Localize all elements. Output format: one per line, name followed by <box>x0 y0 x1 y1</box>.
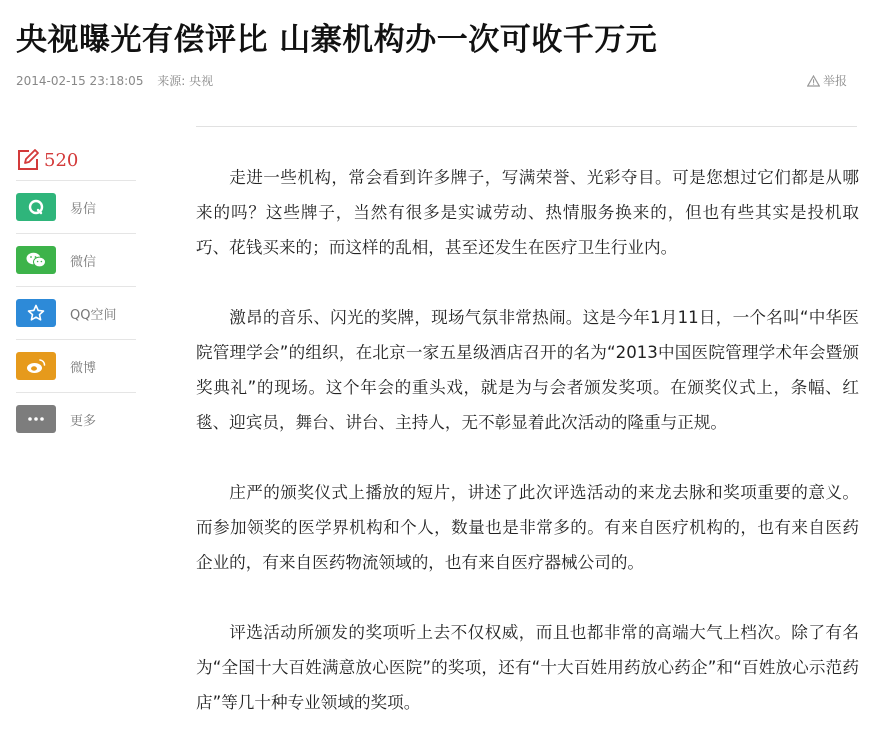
share-wechat-label: 微信 <box>70 254 97 270</box>
more-icon <box>16 405 56 433</box>
article-body <box>196 160 859 755</box>
article-title: 央视曝光有偿评比 山寨机构办一次可收千万元 <box>16 22 658 58</box>
header-divider <box>196 126 857 127</box>
wechat-icon <box>16 246 56 274</box>
article-paragraph: 庄严的颁奖仪式上播放的短片，讲述了此次评选活动的来龙去脉和奖项重要的意义。而参加领奖的医学界机构和个人，数量也是非常多的。有来自医疗机构的，也有来自医药企业的，有来自医药物流领域的，也有来自医疗器械公司的。 <box>196 483 859 572</box>
article-paragraph: 走进一些机构，常会看到许多牌子，写满荣誉、光彩夺目。可是您想过它们都是从哪来的吗？这些牌子，当然有很多是实诚劳动、热情服务换来的，但也有些其实是投机取巧、花钱买来的；而这样的乱相，甚至还发生在医疗卫生行业内。 <box>196 168 859 257</box>
publish-datetime: 2014-02-15 23:18:05 <box>16 74 144 88</box>
comment-edit-icon <box>16 148 40 172</box>
share-yixin-label: 易信 <box>70 201 97 217</box>
comment-count-link[interactable] <box>16 140 136 181</box>
share-weibo-label: 微博 <box>70 360 97 376</box>
article-paragraph: 激昂的音乐、闪光的奖牌，现场气氛非常热闹。这是今年1月11日，一个名叫“中华医院管理学会”的组织，在北京一家五星级酒店召开的名为“2013中国医院管理学术年会暨颁奖典礼”的现场。这个年会的重头戏，就是为与会者颁发奖项。在颁奖仪式上，条幅、红毯、迎宾员，舞台、讲台、主持人，无不彰显着此次活动的隆重与正规。 <box>196 308 859 432</box>
yixin-icon <box>16 193 56 221</box>
report-label: 举报 <box>822 74 847 88</box>
share-more[interactable] <box>16 393 136 445</box>
report-button[interactable] <box>807 72 847 89</box>
share-qzone[interactable] <box>16 287 136 340</box>
share-more-label: 更多 <box>70 413 97 429</box>
weibo-icon <box>16 352 56 380</box>
share-sidebar <box>16 140 136 445</box>
article-meta <box>16 72 223 89</box>
comment-count: 520 <box>44 149 79 171</box>
article-source: 来源: 央视 <box>157 74 214 88</box>
qzone-icon <box>16 299 56 327</box>
warning-icon <box>807 75 820 87</box>
share-weibo[interactable] <box>16 340 136 393</box>
article-paragraph: 评选活动所颁发的奖项听上去不仅权威，而且也都非常的高端大气上档次。除了有名为“全国十大百姓满意放心医院”的奖项，还有“十大百姓用药放心药企”和“百姓放心示范药店”等几十种专业领域的奖项。 <box>196 623 859 712</box>
share-yixin[interactable] <box>16 181 136 234</box>
share-wechat[interactable] <box>16 234 136 287</box>
share-qzone-label: QQ空间 <box>70 307 117 323</box>
